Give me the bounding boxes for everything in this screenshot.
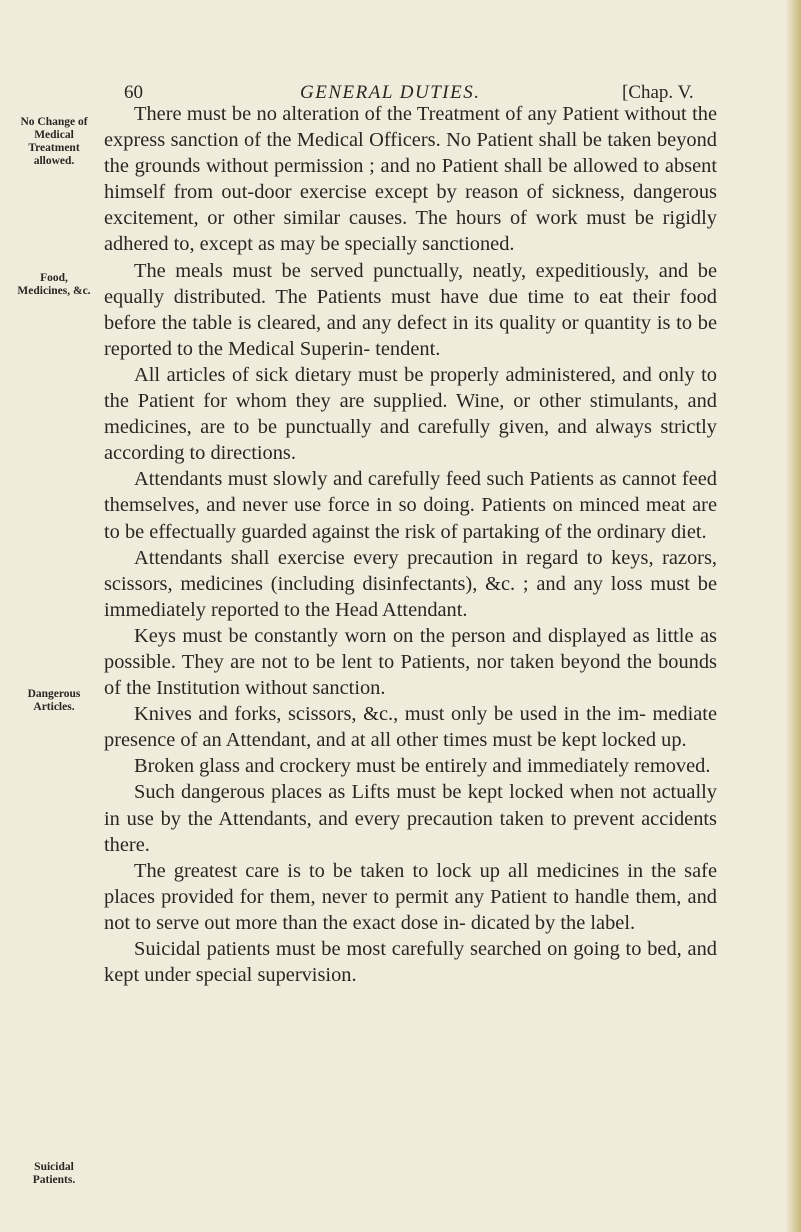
paragraph-medicines: The greatest care is to be taken to lock up all medicines in the safe places provided for them, never to permit any Patient to handle them, and not to serve out more than the exact dose in- dicated by the label. [104, 859, 717, 934]
paragraph-suicidal: Suicidal patients must be most carefully searched on going to bed, and kept under special supervision. [104, 938, 717, 987]
paragraph-feeding: Attendants must slowly and carefully feed such Patients as cannot feed themselves, and never use force in so doing. Patients on minced meat are to be effectually guarded against the risk of partaking of the ordinary diet. [104, 468, 717, 543]
margin-note-dangerous-articles: Dangerous Articles. [27, 688, 81, 713]
running-title: GENERAL DUTIES. [300, 82, 481, 103]
paragraph-lifts: Such dangerous places as Lifts must be kept locked when not actually in use by the Attendants, and every precaution taken to prevent accidents there. [104, 781, 717, 856]
paragraph-meals: The meals must be served punctually, neatly, expeditiously, and be equally distributed. The Patients must have due time to eat their food before the table is cleared, and any defect in its quality or quantity is to be reported to the Medical Superin- tendent. [104, 259, 717, 360]
margin-note-medical-treatment: No Change of Medical Treatment allowed. [20, 116, 88, 167]
chapter-label: [Chap. V. [622, 82, 694, 103]
paragraph-medical-treatment: There must be no alteration of the Treatment of any Patient without the express sanction of the Medical Officers. No Patient shall be taken beyond the grounds without permission ; and no Patient shall be allowed to absent himself from out-door exercise except by reason of sickness, dangerous excitement, or other similar causes. The hours of work must be rigidly adhered to, except as may be specially sanctioned. [104, 103, 717, 256]
page-number: 60 [124, 82, 143, 103]
page-edge [785, 0, 801, 1232]
paragraph-broken-glass: Broken glass and crockery must be entirely and immediately removed. [134, 755, 711, 778]
paragraph-knives: Knives and forks, scissors, &c., must only be used in the im- mediate presence of an Attendant, and at all other times must be kept locked up. [104, 703, 717, 752]
margin-note-suicidal-patients: Suicidal Patients. [32, 1161, 76, 1186]
paragraph-precautions: Attendants shall exercise every precaution in regard to keys, razors, scissors, medicines (including disinfectants), &c. ; and any loss must be immediately reported to the Head Attendant. [104, 546, 717, 621]
paragraph-keys: Keys must be constantly worn on the person and displayed as little as possible. They are not to be lent to Patients, nor taken beyond the bounds of the Institution without sanction. [104, 624, 717, 700]
margin-note-food: Food, Medicines, &c. [17, 272, 91, 297]
body-text [104, 101, 717, 988]
paragraph-sick-dietary: All articles of sick dietary must be properly administered, and only to the Patient for whom they are supplied. Wine, or other stimulants, and medicines, are to be punctually and carefully given, and always strictly according to directions. [104, 363, 717, 465]
